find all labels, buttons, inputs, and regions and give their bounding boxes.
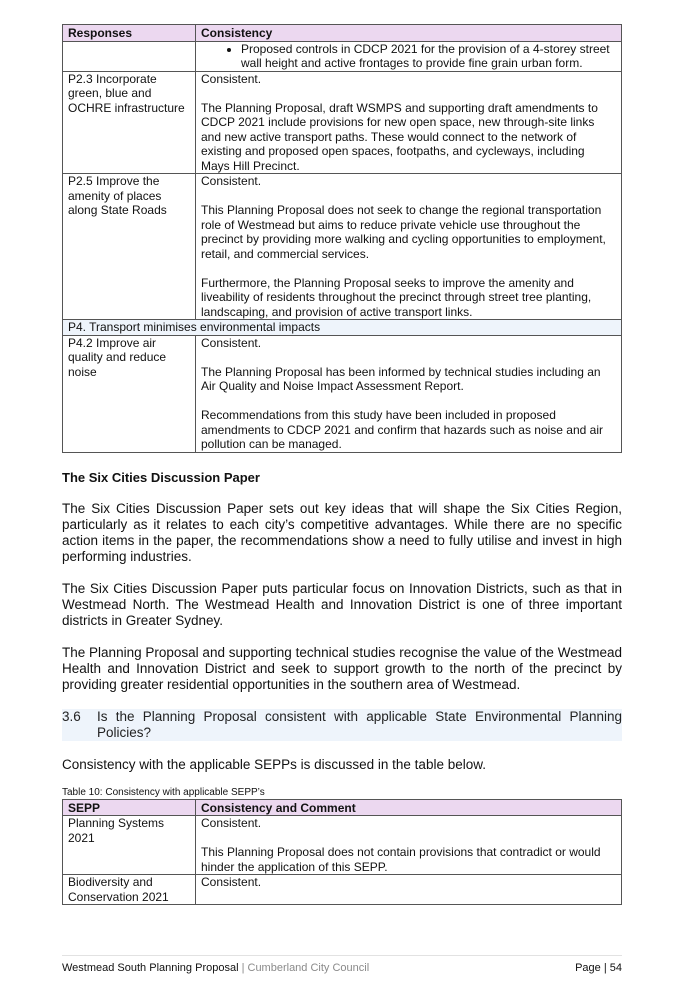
cell-paragraph: Consistent. bbox=[201, 174, 262, 188]
table-row bbox=[63, 875, 622, 905]
footer-org: Cumberland City Council bbox=[247, 962, 370, 974]
section-number: 3.6 bbox=[62, 708, 81, 724]
sepp-cell: Biodiversity and Conservation 2021 bbox=[63, 875, 196, 905]
table-row bbox=[63, 816, 622, 875]
table-row bbox=[63, 41, 622, 71]
bullet-item: • Proposed controls in CDCP 2021 for the provision of a 4-storey street wall height and active frontages to provide fine grain urban form. bbox=[241, 42, 616, 71]
sepp-table bbox=[62, 799, 622, 906]
table-caption: Table 10: Consistency with applicable SEPP’s bbox=[62, 786, 265, 798]
cell-paragraph: Consistent. bbox=[201, 335, 262, 350]
cell-paragraph: The Planning Proposal, draft WSMPS and supporting draft amendments to CDCP 2021 include provisions for new open space, new through-site links and new active transport paths. These would connect to the network of existing and proposed open spaces, footpaths, and cycleways, including Mays Hill Precinct. bbox=[201, 100, 598, 173]
header-consistency: Consistency bbox=[196, 25, 622, 42]
table-cell-empty bbox=[63, 41, 196, 71]
cell-paragraph: Recommendations from this study have been included in proposed amendments to CDCP 2021 and confirm that hazards such as noise and air pollution can be managed. bbox=[201, 408, 603, 451]
page-content bbox=[62, 24, 622, 905]
page-footer bbox=[62, 955, 622, 974]
cell-paragraph: This Planning Proposal does not contain provisions that contradict or would hinder the application of this SEPP. bbox=[201, 845, 601, 874]
footer-title: Westmead South Planning Proposal bbox=[62, 962, 239, 974]
footer-separator: | bbox=[238, 962, 248, 974]
consistency-cell bbox=[196, 335, 622, 452]
cell-paragraph: The Planning Proposal has been informed by technical studies including an Air Quality and Noise Impact Assessment Report. bbox=[201, 364, 601, 393]
cell-paragraph: Furthermore, the Planning Proposal seeks to improve the amenity and liveability of residents throughout the precinct through street tree planting, landscaping, and provision of active transport links. bbox=[201, 275, 592, 319]
body-paragraph: The Six Cities Discussion Paper sets out key ideas that will shape the Six Cities Region, particularly as it relates to each city’s competitive advantages. While there are no specific action items in the paper, the recommendations show a need to fully utilise and invest in high performing industries. bbox=[62, 500, 622, 564]
comment-cell bbox=[196, 875, 622, 905]
header-consistency-comment: Consistency and Comment bbox=[196, 799, 622, 816]
header-sepp: SEPP bbox=[63, 799, 196, 816]
header-responses: Responses bbox=[63, 25, 196, 42]
comment-cell bbox=[196, 816, 622, 875]
table-row bbox=[63, 174, 622, 320]
table-row bbox=[63, 335, 622, 452]
bullet-list bbox=[201, 42, 616, 71]
cell-paragraph: Consistent. bbox=[201, 875, 262, 889]
consistency-cell bbox=[196, 71, 622, 174]
response-cell: P2.3 Incorporate green, blue and OCHRE infrastructure bbox=[63, 71, 196, 174]
footer-title-group bbox=[62, 962, 369, 974]
table-row bbox=[63, 71, 622, 174]
table-cell bbox=[196, 41, 622, 71]
section-heading: The Six Cities Discussion Paper bbox=[62, 469, 260, 485]
consistency-cell bbox=[196, 174, 622, 320]
page-number: Page | 54 bbox=[575, 962, 622, 974]
cell-paragraph: Consistent. bbox=[201, 71, 262, 86]
table-header-row bbox=[63, 25, 622, 42]
section-title: Is the Planning Proposal consistent with applicable State Environmental Planning Policies? bbox=[97, 708, 622, 740]
consistency-table bbox=[62, 24, 622, 453]
sepp-cell: Planning Systems 2021 bbox=[63, 816, 196, 875]
section-cell: P4. Transport minimises environmental impacts bbox=[63, 320, 622, 336]
response-cell: P2.5 Improve the amenity of places along State Roads bbox=[63, 174, 196, 320]
cell-paragraph: Consistent. bbox=[201, 816, 262, 830]
section-3-6-heading bbox=[62, 709, 622, 741]
body-paragraph: The Six Cities Discussion Paper puts particular focus on Innovation Districts, such as that in Westmead North. The Westmead Health and Innovation District is one of three important districts in Greater Sydney. bbox=[62, 580, 622, 628]
cell-paragraph: This Planning Proposal does not seek to change the regional transportation role of Westmead but aims to reduce private vehicle use throughout the precinct by providing more walking and cycling opportunities to employment, retail, and commercial services. bbox=[201, 203, 606, 261]
intro-paragraph: Consistency with the applicable SEPPs is discussed in the table below. bbox=[62, 756, 486, 772]
body-paragraph: The Planning Proposal and supporting technical studies recognise the value of the Westmead Health and Innovation District and seek to support growth to the north of the precinct by providing greater residential opportunities in the southern area of Westmead. bbox=[62, 644, 622, 692]
table-header-row bbox=[63, 799, 622, 816]
table-section-row bbox=[63, 320, 622, 336]
response-cell: P4.2 Improve air quality and reduce noise bbox=[63, 335, 196, 452]
